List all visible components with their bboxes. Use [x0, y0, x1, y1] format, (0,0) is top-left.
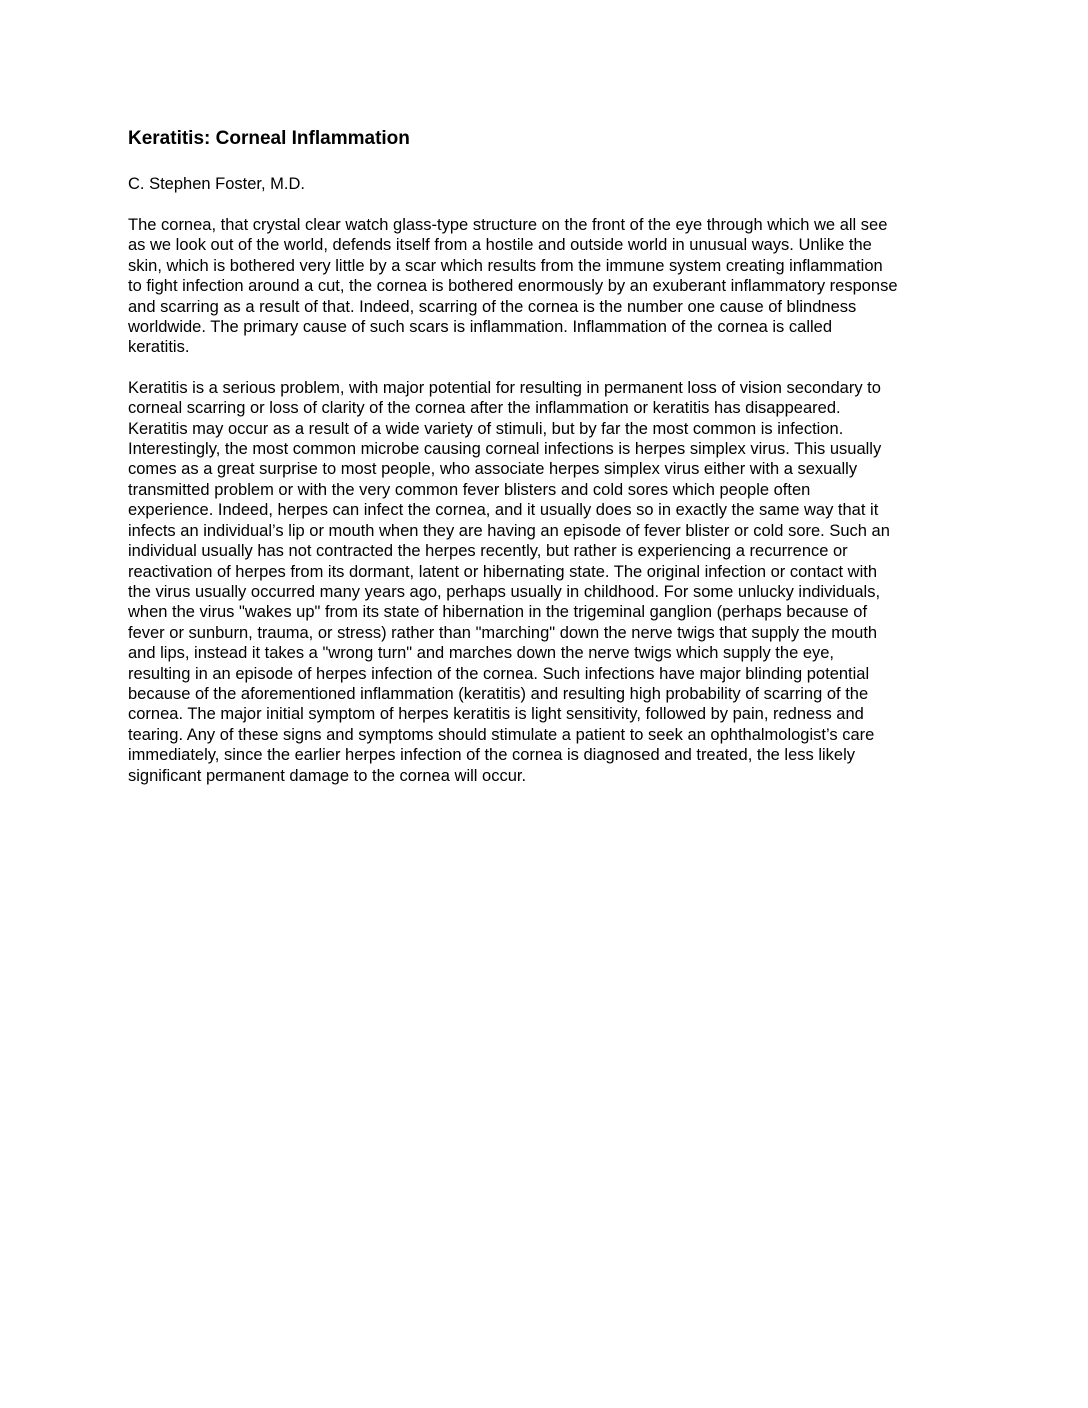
document-author: C. Stephen Foster, M.D. — [128, 175, 305, 193]
document-title: Keratitis: Corneal Inflammation — [128, 128, 410, 149]
paragraph-intro: The cornea, that crystal clear watch glass-type structure on the front of the eye through which we all see as we look out of the world, defends itself from a hostile and outside world in unusual ways. Unlike the skin, which is bothered very little by a scar which results from the immune system creating inflammation to fight infection around a cut, the cornea is bothered enormously by an exuberant inflammatory response and scarring as a result of that. Indeed, scarring of the cornea is the number one cause of blindness worldwide. The primary cause of such scars is inflammation. Inflammation of the cornea is called keratitis. — [128, 216, 898, 357]
paragraph-keratitis-herpes: Keratitis is a serious problem, with major potential for resulting in permanent loss of vision secondary to corneal scarring or loss of clarity of the cornea after the inflammation or keratitis has disappeared. Keratitis may occur as a result of a wide variety of stimuli, but by far the most common is infection. Interestingly, the most common microbe causing corneal infections is herpes simplex virus. This usually comes as a great surprise to most people, who associate herpes simplex virus either with a sexually transmitted problem or with the very common fever blisters and cold sores which people often experience. Indeed, herpes can infect the cornea, and it usually does so in exactly the same way that it infects an individual’s lip or mouth when they are having an episode of fever blister or cold sore. Such an individual usually has not contracted the herpes recently, but rather is experiencing a recurrence or reactivation of herpes from its dormant, latent or hibernating state. The original infection or contact with the virus usually occurred many years ago, perhaps usually in childhood. For some unlucky individuals, when the virus "wakes up" from its state of hibernation in the trigeminal ganglion (perhaps because of fever or sunburn, trauma, or stress) rather than "marching" down the nerve twigs that supply the mouth and lips, instead it takes a "wrong turn" and marches down the nerve twigs which supply the eye, resulting in an episode of herpes infection of the cornea. Such infections have major blinding potential because of the aforementioned inflammation (keratitis) and resulting high probability of scarring of the cornea. The major initial symptom of herpes keratitis is light sensitivity, followed by pain, redness and tearing. Any of these signs and symptoms should stimulate a patient to seek an ophthalmologist’s care immediately, since the earlier herpes infection of the cornea is diagnosed and treated, the less likely significant permanent damage to the cornea will occur. — [128, 378, 890, 785]
document-page — [128, 124, 968, 786]
